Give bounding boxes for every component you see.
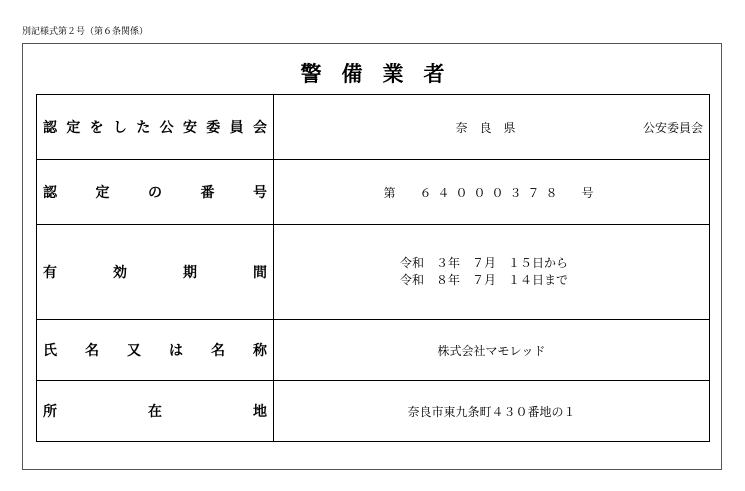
label-address [37, 381, 274, 442]
prefecture-name: 奈良県 [455, 121, 528, 135]
value-commission [274, 95, 710, 160]
label-char: 認 [43, 120, 57, 136]
label-char: 称 [253, 343, 267, 359]
period-to: 令和 ８年 ７月 １４日まで [400, 273, 569, 287]
label-char: 委 [206, 120, 221, 136]
row-number [37, 160, 710, 225]
label-char: 名 [85, 343, 99, 359]
label-period-chars [43, 262, 267, 282]
label-char: 号 [253, 185, 267, 201]
label-char: た [136, 120, 151, 136]
value-address [274, 381, 710, 442]
row-address [37, 381, 710, 442]
certificate-table [36, 94, 710, 442]
form-caption: 別記様式第２号（第６条関係） [22, 27, 149, 37]
commission-suffix: 公安委員会 [642, 121, 703, 135]
certificate-title: 警備業者 [300, 62, 465, 86]
company-name: 株式会社マモレッド [437, 343, 546, 358]
label-commission-chars [43, 117, 267, 137]
value-number [274, 160, 710, 225]
label-char: 効 [113, 265, 127, 281]
label-char: 又 [127, 343, 141, 359]
label-char: 定 [66, 120, 81, 136]
company-address: 奈良市東九条町４３０番地の１ [407, 404, 576, 419]
label-number-chars [43, 182, 267, 202]
value-name [274, 320, 710, 381]
label-char: 公 [159, 120, 174, 136]
label-char: 有 [43, 265, 57, 281]
label-char: 員 [229, 120, 244, 136]
label-period [37, 225, 274, 320]
label-char: 名 [211, 343, 225, 359]
label-char: 認 [43, 185, 57, 201]
label-char: し [112, 120, 127, 136]
label-char: を [89, 120, 104, 136]
label-char: 氏 [43, 343, 57, 359]
row-commission [37, 95, 710, 160]
row-period [37, 225, 710, 320]
label-char: 期 [183, 265, 197, 281]
label-address-chars [43, 401, 267, 421]
label-name [37, 320, 274, 381]
label-char: 間 [253, 265, 267, 281]
label-name-chars [43, 340, 267, 360]
label-char: は [169, 343, 183, 359]
period-from: 令和 ３年 ７月 １５日から [400, 256, 569, 270]
label-number [37, 160, 274, 225]
label-char: 番 [200, 185, 215, 201]
row-name [37, 320, 710, 381]
label-char: 定 [95, 185, 110, 201]
certification-number: 第 ６４０００３７８ 号 [383, 185, 600, 200]
label-char: 在 [148, 404, 162, 420]
label-char: 地 [253, 404, 267, 420]
label-char: 所 [43, 404, 57, 420]
label-char: 安 [182, 120, 197, 136]
value-period [274, 225, 710, 320]
label-commission [37, 95, 274, 160]
label-char: の [148, 185, 162, 201]
label-char: 会 [252, 120, 267, 136]
